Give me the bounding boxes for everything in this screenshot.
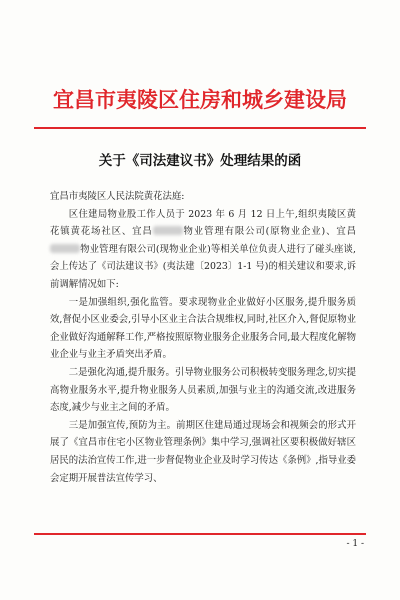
redacted-name (153, 226, 183, 235)
document-title: 关于《司法建议书》处理结果的函 (98, 153, 302, 169)
page-number: - 1 - (346, 539, 364, 549)
paragraph-2: 一是加强组织,强化监管。要求现物业企业做好小区服务,提升服务质效,督促小区业委会,引导小区业主合法合规维权,同时,社区介入,督促原物业企业做好沟通解释工作,严格按照原物业服务企业服务合同,最大程度化解物业企业与业主矛盾突出矛盾。 (50, 296, 356, 361)
paragraph-4: 三是加强宣传,预防为主。前期区住建局通过现场会和视频会的形式开展了《宜昌市住宅小区物业管理条例》集中学习,强调社区要积极做好辖区居民的法治宣传工作,进一步督促物业企业及时学习传达《条例》,指导业委会定期开展普法宣传学习、 (50, 419, 356, 484)
organization-header: 宜昌市夷陵区住房和城乡建设局 (53, 87, 347, 112)
paragraph-1-part-c: 物业管理有限公司(现物业企业)等相关单位负责人进行了碰头座谈,会上传达了《司法建议书》(夷法建〔2023〕1-1 号)的相关建议和要求,诉前调解情况如下: (50, 243, 356, 290)
header-red-rule (34, 127, 366, 129)
footer-red-rule (34, 533, 366, 535)
redacted-name (50, 244, 80, 253)
document-body (50, 188, 356, 487)
paragraph-1-part-b: 物业管理有限公司(原物业企业)、宜昌 (182, 226, 356, 238)
paragraph-1-part-a: 区住建局物业股工作人员于 2023 年 6 月 12 日上午,组织夷陵区黄花镇黄花场社区、宜昌 (50, 208, 356, 238)
salutation: 宜昌市夷陵区人民法院黄花法庭: (50, 191, 185, 202)
paragraph-1 (50, 206, 356, 294)
paragraph-3: 二是强化沟通,提升服务。引导物业服务公司积极转变服务理念,切实提高物业服务水平,提升物业服务人员素质,加强与业主的沟通交流,改进服务态度,减少与业主之间的矛盾。 (50, 366, 357, 414)
